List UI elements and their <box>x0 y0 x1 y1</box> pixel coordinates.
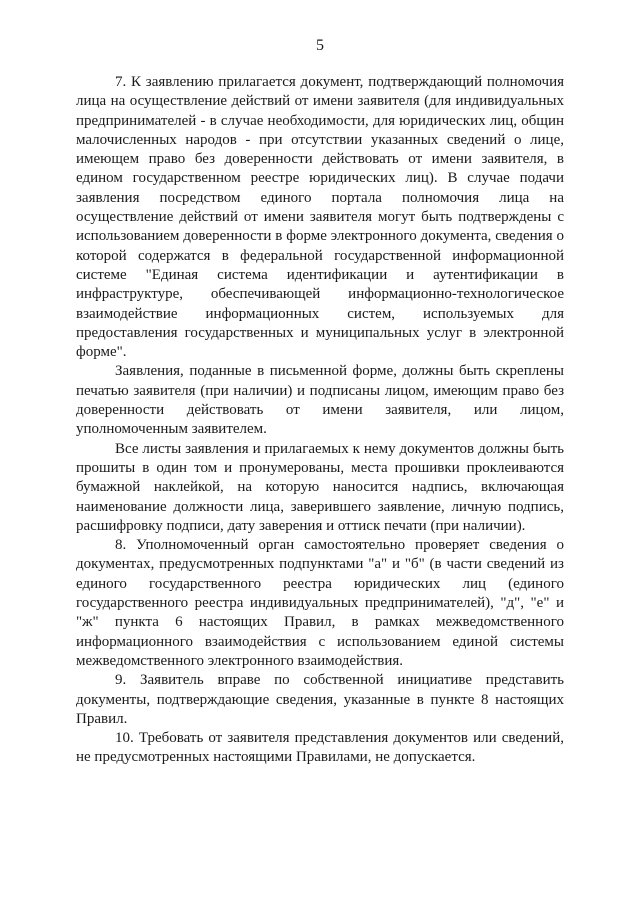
page-number: 5 <box>316 37 324 54</box>
paragraph-9-initiative: 9. Заявитель вправе по собственной инициативе представить документы, подтверждающие сведения, указанные в пункте 8 настоящих Правил. <box>76 672 564 727</box>
paragraph-10-prohibition: 10. Требовать от заявителя представления документов или сведений, не предусмотренных настоящими Правилами, не допускается. <box>76 730 564 766</box>
document-body <box>76 73 564 768</box>
paragraph-7-authority-document: 7. К заявлению прилагается документ, подтверждающий полномочия лица на осуществление действий от имени заявителя (для индивидуальных предпринимателей - в случае необходимости, для юридических лиц, общин малочисленных народов - при отсутствии указанных сведений о лице, имеющем право без доверенности действовать от имени заявителя, в едином государственном реестре юридических лиц). В случае подачи заявления посредством единого портала полномочия лица на осуществление действий от имени заявителя могут быть подтверждены с использованием доверенности в форме электронного документа, сведения о которой содержатся в федеральной государственной информационной системе "Единая система идентификации и аутентификации в инфраструктуре, обеспечивающей информационно-технологическое взаимодействие информационных систем, используемых для предоставления государственных и муниципальных услуг в электронной форме". <box>76 74 564 361</box>
paragraph-8-verification: 8. Уполномоченный орган самостоятельно проверяет сведения о документах, предусмотренных подпунктами "а" и "б" (в части сведений из единого государственного реестра юридических лиц (единого государственного реестра индивидуальных предпринимателей), "д", "е" и "ж" пункта 6 настоящих Правил, в рамках межведомственного информационного взаимодействия с использованием единой системы межведомственного электронного взаимодействия. <box>76 537 564 669</box>
paragraph-written-applications: Заявления, поданные в письменной форме, должны быть скреплены печатью заявителя (при наличии) и подписаны лицом, имеющим право без доверенности действовать от имени заявителя, или лицом, уполномоченным заявителем. <box>76 363 564 438</box>
paragraph-sheets-binding: Все листы заявления и прилагаемых к нему документов должны быть прошиты в один том и пронумерованы, места прошивки проклеиваются бумажной наклейкой, на которую наносится надпись, включающая наименование должности лица, заверившего заявление, личную подпись, расшифровку подписи, дату заверения и оттиск печати (при наличии). <box>76 440 564 534</box>
